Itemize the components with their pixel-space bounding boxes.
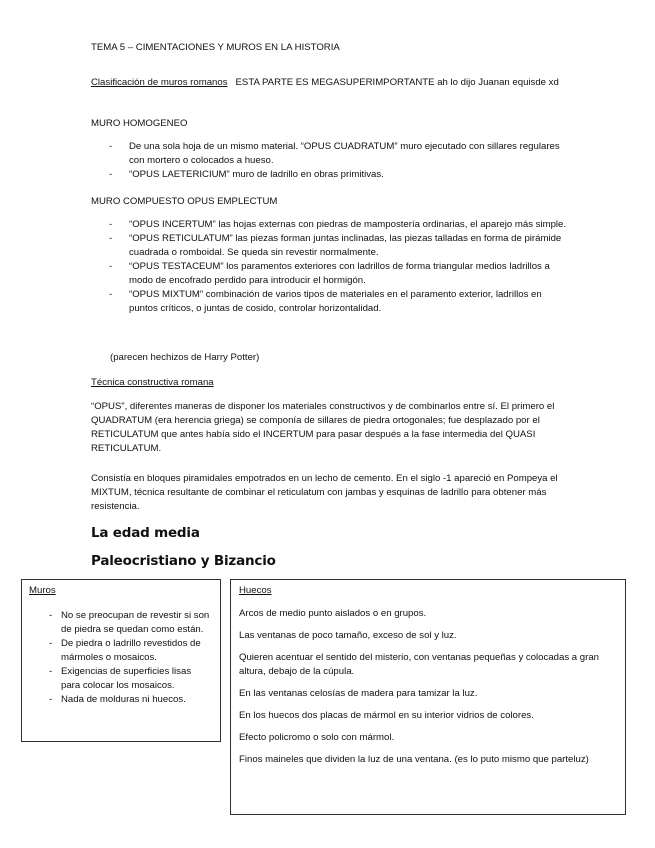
muro-homogeneo-heading: MURO HOMOGENEO: [91, 118, 188, 129]
list-item: - Exigencias de superficies lisas para colocar los mosaicos.: [22, 665, 212, 693]
page-title: TEMA 5 – CIMENTACIONES Y MUROS EN LA HISTORIA: [91, 42, 340, 53]
list-item: Efecto policromo o solo con mármol.: [239, 732, 395, 743]
list-item: - “OPUS INCERTUM” las hojas externas con piedras de mampostería ordinarias, el aparejo más simple.: [91, 218, 571, 232]
list-item: Las ventanas de poco tamaño, exceso de sol y luz.: [239, 630, 457, 641]
classification-heading: Clasificación de muros romanos: [91, 77, 228, 88]
huecos-box-heading: Huecos: [239, 585, 272, 596]
list-item: - “OPUS TESTACEUM” los paramentos exteriores con ladrillos de forma triangular medios ladrillos a modo de encofrado perdido para introducir el hormigón.: [91, 260, 571, 288]
muros-box: [21, 579, 221, 742]
tecnica-heading: Técnica constructiva romana: [91, 377, 214, 388]
list-item: Finos maineles que dividen la luz de una ventana. (es lo puto mismo que parteluz): [239, 754, 589, 765]
list-item: Arcos de medio punto aislados o en grupos.: [239, 608, 427, 619]
edad-media-heading: La edad media: [91, 525, 200, 541]
tecnica-paragraph-1: “OPUS”, diferentes maneras de disponer los materiales constructivos y de combinarlos entre sí. El primero el QUADRATUM (era herencia griega) se componía de sillares de piedra ortogonales; fue desplazado por el RETICULATUM que antes había sido el INCERTUM para pasar después a la fase intermedia del QUASI RETICULATUM.: [91, 401, 555, 454]
classification-note: ESTA PARTE ES MEGASUPERIMPORTANTE ah lo dijo Juanan equisde xd: [235, 77, 559, 88]
huecos-box: [230, 579, 626, 815]
harry-potter-note: (parecen hechizos de Harry Potter): [110, 352, 260, 363]
muro-compuesto-heading: MURO COMPUESTO OPUS EMPLECTUM: [91, 196, 278, 207]
list-item: - De una sola hoja de un mismo material. “OPUS CUADRATUM” muro ejecutado con sillares regulares con mortero o colocados a hueso.: [91, 140, 571, 168]
list-item: - No se preocupan de revestir si son de piedra se quedan como están.: [22, 609, 212, 637]
list-item: - “OPUS MIXTUM” combinación de varios tipos de materiales en el paramento exterior, ladrillos en puntos críticos, o juntas de cosido, controlar horizontalidad.: [91, 288, 571, 316]
list-item: - “OPUS LAETERICIUM” muro de ladrillo en obras primitivas.: [91, 168, 571, 182]
tecnica-paragraph-2: Consistía en bloques piramidales empotrados en un lecho de cemento. En el siglo -1 apareció en Pompeya el MIXTUM, técnica resultante de combinar el reticulatum con jambas y esquinas de ladrillo para obtener más resistencia.: [91, 473, 558, 512]
list-item: - “OPUS RETICULATUM” las piezas forman juntas inclinadas, las piezas talladas en forma de pirámide cuadrada o romboidal. Se queda sin revestir normalmente.: [91, 232, 571, 260]
muros-box-heading: Muros: [29, 585, 56, 596]
list-item: Quieren acentuar el sentido del misterio, con ventanas pequeñas y colocadas a gran altura, debajo de la cúpula.: [239, 652, 599, 677]
list-item: - Nada de molduras ni huecos.: [22, 693, 212, 707]
list-item: En las ventanas celosías de madera para tamizar la luz.: [239, 688, 478, 699]
muros-list: [22, 609, 212, 707]
list-item: - De piedra o ladrillo revestidos de mármoles o mosaicos.: [22, 637, 212, 665]
paleocristiano-heading: Paleocristiano y Bizancio: [91, 553, 276, 569]
classification-paragraph: [91, 76, 569, 90]
muro-compuesto-list: [91, 218, 571, 316]
list-item: En los huecos dos placas de mármol en su interior vidrios de colores.: [239, 710, 534, 721]
muro-homogeneo-list: [91, 140, 571, 182]
